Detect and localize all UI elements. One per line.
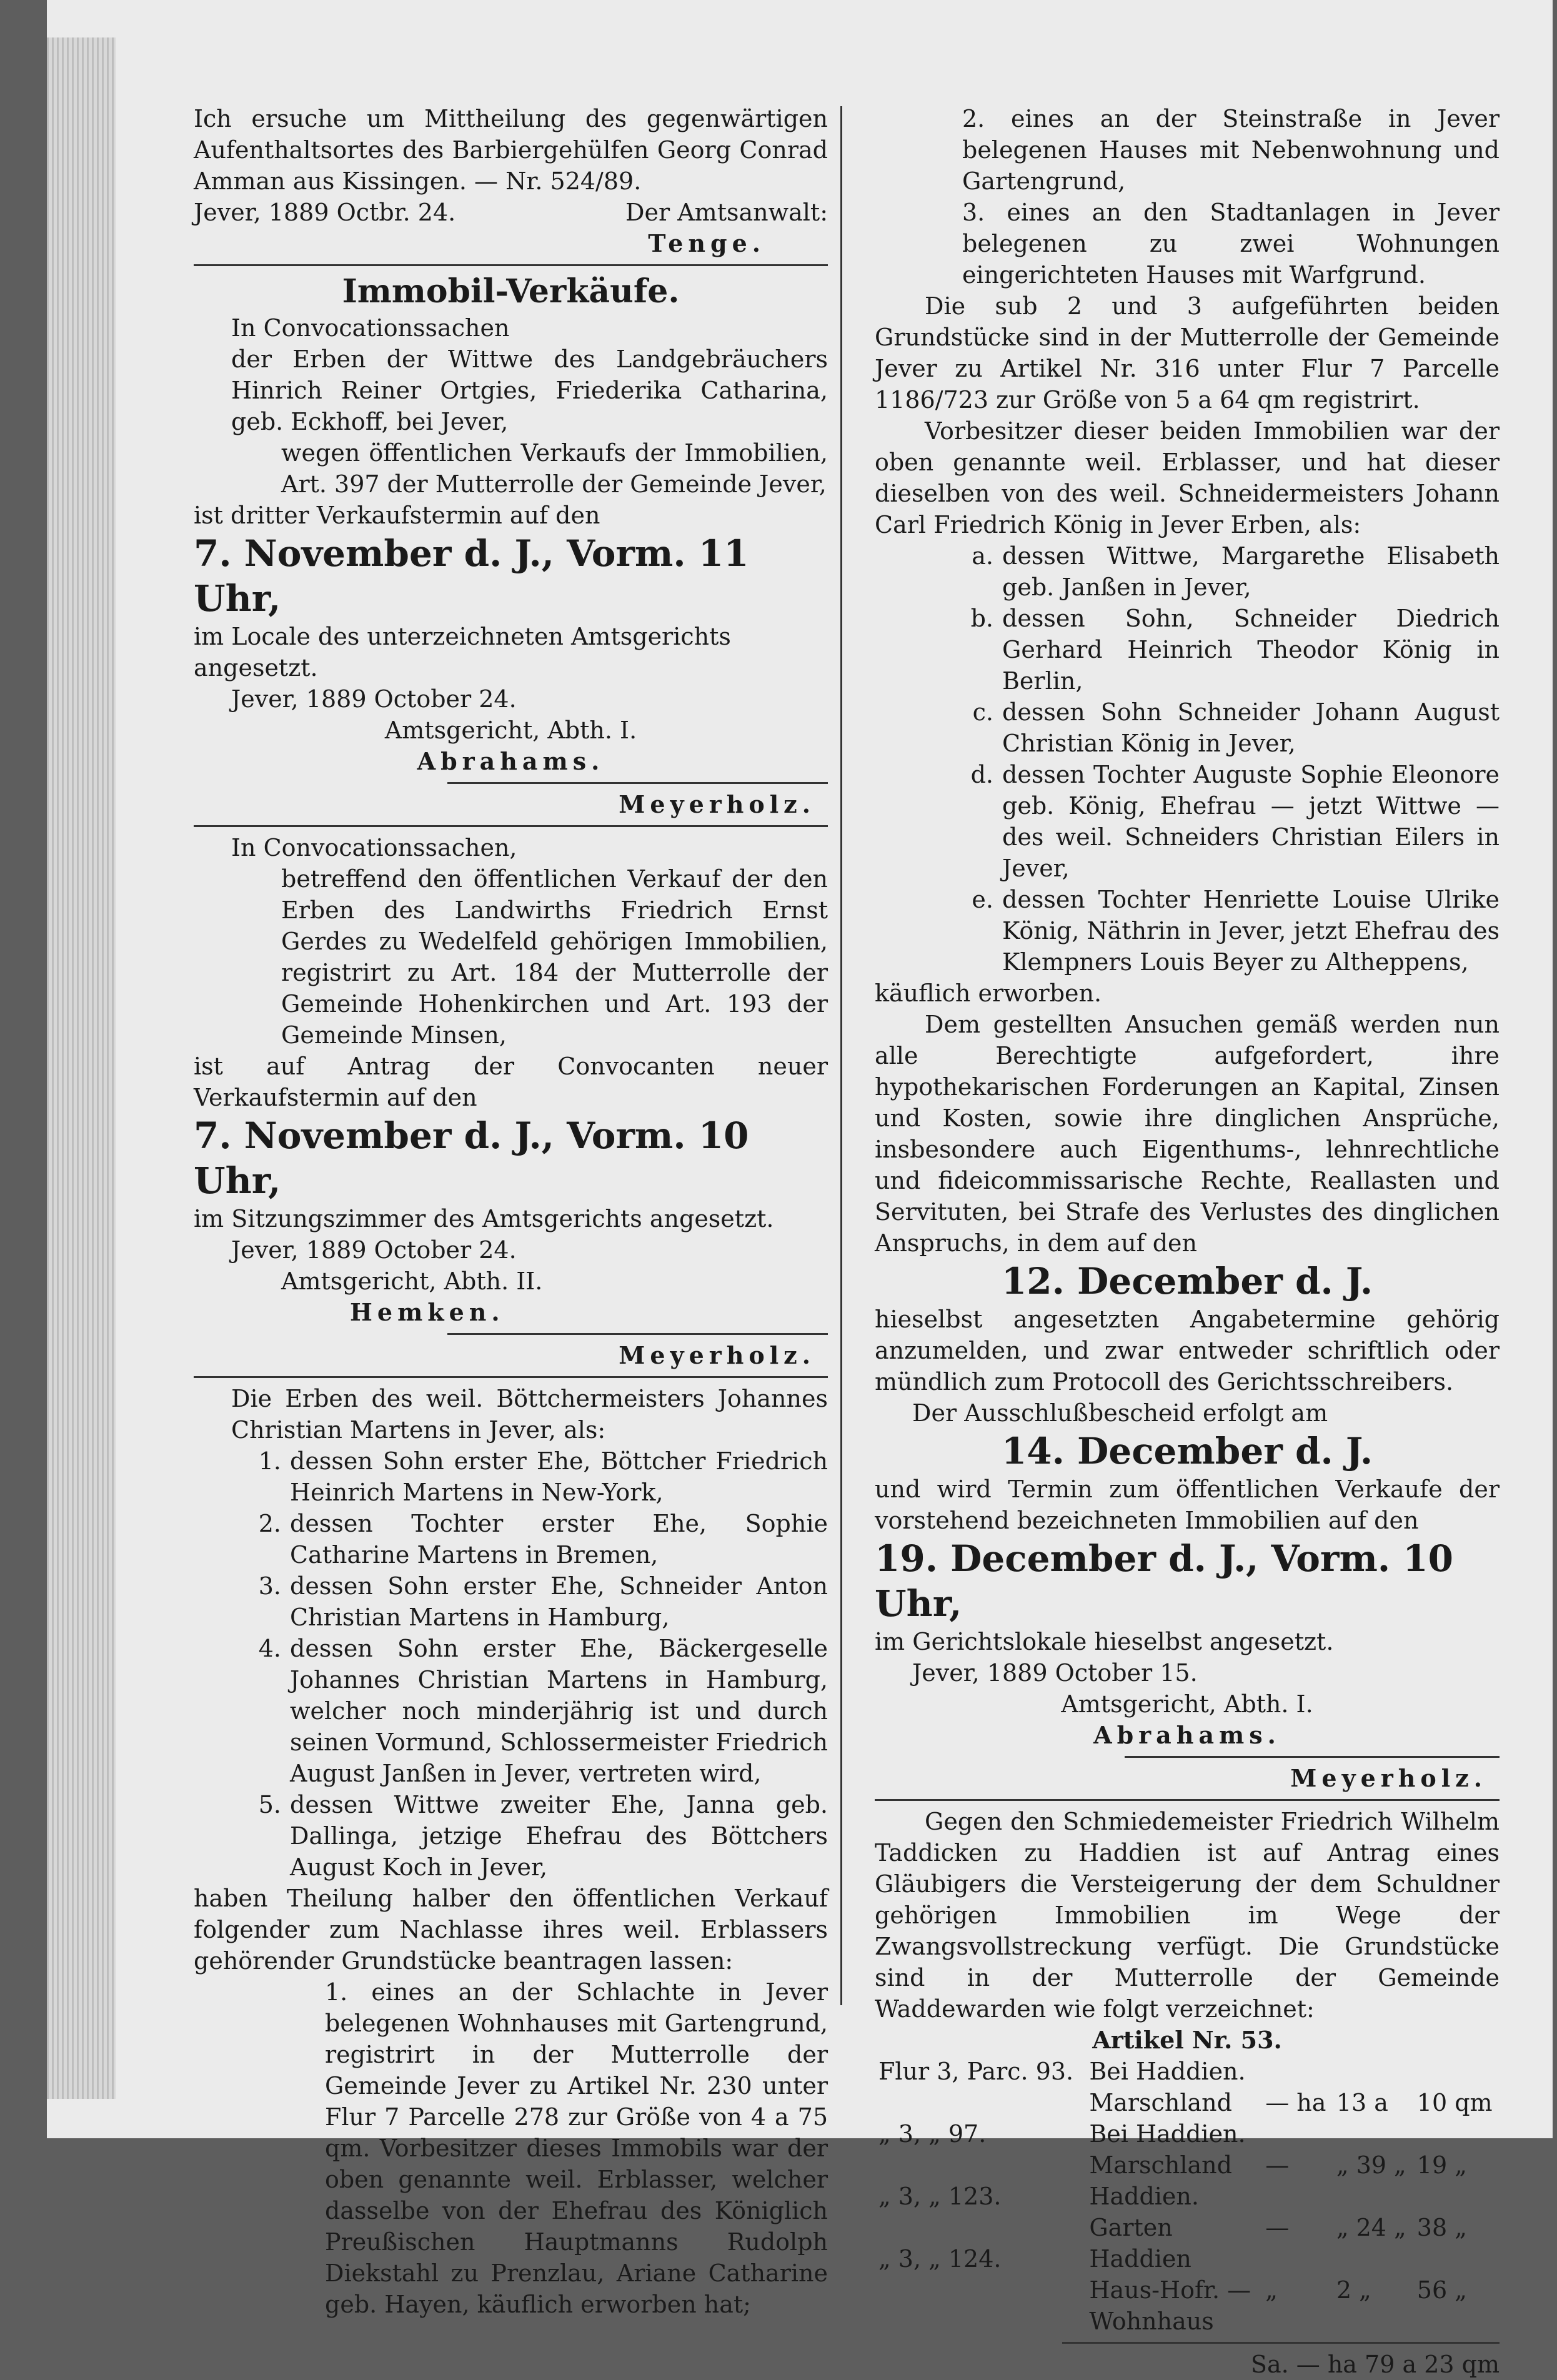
date-registration: 12. December d. J. (1001, 1260, 1373, 1302)
list-item: a. dessen Wittwe, Margarethe Elisabeth geb. Janßen in Jever, (972, 542, 1500, 601)
list-item: 3. dessen Sohn erster Ehe, Schneider Anton Christian Martens in Hamburg, (258, 1572, 828, 1631)
paragraph-summons: Dem gestellten Ansuchen gemäß werden nun alle Berechtigte aufgefordert, ihre hypothekarischen Forderungen an Kapital, Zinsen und Kosten, sowie ihre dinglichen Ansprüche, insbesondere auch Eigenthums-, lehnrechtliche und fideicommissarische Rechte, Reallasten und Servituten, bei Strafe des Verlustes des dinglichen Anspruchs, in dem auf den (875, 1011, 1500, 1257)
article-number: Artikel Nr. 53. (1092, 2026, 1282, 2054)
separator (194, 825, 828, 827)
column-divider (840, 106, 842, 2005)
list-item: c. dessen Sohn Schneider Johann August Christian König in Jever, (972, 698, 1500, 757)
notice1-judge: Abrahams. (417, 747, 605, 775)
notice3-heirs-list (194, 1445, 828, 1883)
date-exclusion: 14. December d. J. (1001, 1430, 1373, 1472)
separator (1062, 2342, 1500, 2344)
list-item: b. dessen Sohn, Schneider Diedrich Gerhard Heinrich Theodor König in Berlin, (970, 605, 1500, 695)
intro-signature-line (194, 197, 828, 228)
book-binding-edge (47, 37, 116, 2099)
list-item: e. dessen Tochter Henriette Louise Ulrike König, Näthrin in Jever, jetzt Ehefrau des Klempners Louis Beyer zu Altheppens, (972, 886, 1500, 976)
separator (194, 1376, 828, 1378)
table-row: „ 3, „ 97. Bei Haddien. (878, 2120, 1246, 2148)
right-column (875, 103, 1500, 2380)
notice1-line3: wegen öffentlichen Verkaufs der Immobilien, Art. 397 der Mutterrolle der Gemeinde Jever, (281, 439, 828, 498)
paragraph-exclusion: Der Ausschlußbescheid erfolgt am (912, 1399, 1328, 1427)
section-heading: Immobil-Verkäufe. (342, 272, 680, 310)
notice3-property1: 1. eines an der Schlachte in Jever belegenen Wohnhauses mit Gartengrund, registrirt in der Mutterrolle der Gemeinde Jever zu Artikel Nr. 230 unter Flur 7 Parcelle 278 zur Größe von 4 a 75 qm. Vorbesitzer dieses Immobils war der oben genannte weil. Erblasser, welcher dasselbe von der Ehefrau des Königlich Preußischen Hauptmanns Rudolph Diekstahl zu Prenzlau, Ariane Catharine geb. Hayen, käuflich erworben hat; (325, 1978, 828, 2318)
left-column (194, 103, 828, 2320)
sale-place: im Gerichtslokale hieselbst angesetzt. (875, 1628, 1334, 1655)
notice1-date: 7. November d. J., Vorm. 11 Uhr, (194, 532, 749, 620)
sale-clerk: Meyerholz. (1290, 1764, 1487, 1792)
paragraph-foreclosure: Gegen den Schmiedemeister Friedrich Wilhelm Taddicken zu Haddien ist auf Antrag eines Gläubigers die Versteigerung der dem Schuldner gehörigen Immobilien im Wege der Zwangsvollstreckung verfügt. Die Grundstücke sind in der Mutterrolle der Gemeinde Waddewarden wie folgt verzeichnet: (875, 1808, 1500, 2023)
notice2-line2: betreffend den öffentlichen Verkauf der den Erben des Landwirths Friedrich Ernst Gerdes zu Wedelfeld gehörigen Immobilien, registrirt zu Art. 184 der Mutterrolle der Gemeinde Hohenkirchen und Art. 193 der Gemeinde Minsen, (281, 865, 828, 1049)
separator (194, 264, 828, 266)
paragraph-registry: Die sub 2 und 3 aufgeführten beiden Grundstücke sind in der Mutterrolle der Gemeinde Jever zu Artikel Nr. 316 unter Flur 7 Parcelle 1186/723 zur Größe von 5 a 64 qm registrirt. (875, 292, 1500, 414)
separator (447, 1333, 828, 1335)
notice1-line2: der Erben der Wittwe des Landgebräuchers Hinrich Reiner Ortgies, Friederika Catharina, geb. Eckhoff, bei Jever, (231, 345, 828, 435)
sale-court: Amtsgericht, Abth. I. (1061, 1690, 1313, 1718)
separator (875, 1799, 1500, 1801)
paragraph-registration: hieselbst angesetzten Angabetermine gehörig anzumelden, und zwar entweder schriftlich oder mündlich zum Protocoll des Gerichtsschreibers. (875, 1306, 1500, 1396)
intro-name: Tenge. (648, 229, 765, 257)
notice2-line3: ist auf Antrag der Convocanten neuer Verkaufstermin auf den (194, 1053, 828, 1111)
paragraph-sale: und wird Termin zum öffentlichen Verkaufe der vorstehend bezeichneten Immobilien auf den (875, 1475, 1500, 1534)
parcel-table (875, 2056, 1500, 2337)
list-item: 5. dessen Wittwe zweiter Ehe, Janna geb. Dallinga, jetzige Ehefrau des Böttchers August Koch in Jever, (258, 1791, 828, 1881)
paragraph-previous-owner: Vorbesitzer dieser beiden Immobilien war der oben genannte weil. Erblasser, und hat dieser dieselben von des weil. Schneidermeisters Johann Carl Friedrich König in Jever Erben, als: (875, 417, 1500, 538)
sale-dateline: Jever, 1889 October 15. (912, 1659, 1198, 1687)
sale-judge: Abrahams. (1093, 1721, 1281, 1749)
notice2-judge: Hemken. (350, 1298, 505, 1326)
table-row: Garten — „ 24 „ 38 „ (1089, 2214, 1467, 2241)
list-item: 1. dessen Sohn erster Ehe, Böttcher Friedrich Heinrich Martens in New-York, (258, 1447, 828, 1506)
notice-intro: Ich ersuche um Mittheilung des gegenwärtigen Aufenthaltsortes des Barbiergehülfen Georg Conrad Amman aus Kissingen. — Nr. 524/89. (194, 105, 828, 195)
intro-date: Jever, 1889 Octbr. 24. (194, 199, 456, 226)
table-row: „ 3, „ 124. Haddien (878, 2245, 1191, 2273)
notice2-clerk: Meyerholz. (619, 1341, 815, 1369)
notice1-line1: In Convocationssachen (231, 314, 510, 342)
konig-heirs-list (875, 540, 1500, 978)
separator (1125, 1756, 1500, 1758)
notice1-place: im Locale des unterzeichneten Amtsgerichts angesetzt. (194, 623, 731, 682)
table-row: Haus-Hofr. — „ 2 „ 56 „ (1089, 2276, 1467, 2304)
list-item: d. dessen Tochter Auguste Sophie Eleonore geb. König, Ehefrau — jetzt Wittwe — des weil. Schneiders Christian Eilers in Jever, (970, 761, 1500, 882)
table-row: Marschland — ha 13 a 10 qm (1089, 2089, 1493, 2116)
notice2-place: im Sitzungszimmer des Amtsgerichts angesetzt. (194, 1205, 774, 1232)
parcel-total: Sa. — ha 79 a 23 qm (1250, 2351, 1500, 2378)
table-row: Marschland — „ 39 „ 19 „ (1089, 2151, 1467, 2179)
date-sale: 19. December d. J., Vorm. 10 Uhr, (875, 1537, 1453, 1625)
notice3-continuation: haben Theilung halber den öffentlichen Verkauf folgender zum Nachlasse ihres weil. Erblassers gehörender Grundstücke beantragen lassen: (194, 1885, 828, 1975)
notice2-dateline: Jever, 1889 October 24. (231, 1236, 517, 1264)
notice2-date: 7. November d. J., Vorm. 10 Uhr, (194, 1114, 749, 1202)
notice2-court: Amtsgericht, Abth. II. (281, 1267, 543, 1295)
notice1-line4: ist dritter Verkaufstermin auf den (194, 502, 600, 529)
table-row: „ 3, „ 123. Haddien. (878, 2183, 1199, 2210)
property3: 3. eines an den Stadtanlagen in Jever belegenen zu zwei Wohnungen eingerichteten Hauses mit Warfgrund. (962, 199, 1500, 289)
table-row: Wohnhaus (1089, 2308, 1214, 2335)
notice1-dateline: Jever, 1889 October 24. (231, 685, 517, 713)
list-item: 4. dessen Sohn erster Ehe, Bäckergeselle Johannes Christian Martens in Hamburg, welcher noch minderjährig ist und durch seinen Vormund, Schlossermeister Friedrich August Janßen in Jever, vertreten wird, (258, 1635, 828, 1787)
separator (447, 782, 828, 784)
list-item: 2. dessen Tochter erster Ehe, Sophie Catharine Martens in Bremen, (258, 1510, 828, 1569)
intro-office: Der Amtsanwalt: (625, 199, 828, 226)
notice1-clerk: Meyerholz. (619, 790, 815, 818)
property2: 2. eines an der Steinstraße in Jever belegenen Hauses mit Nebenwohnung und Gartengrund, (962, 105, 1500, 195)
table-row: Flur 3, Parc. 93. Bei Haddien. (878, 2058, 1246, 2085)
paragraph-end: käuflich erworben. (875, 979, 1102, 1007)
notice3-intro: Die Erben des weil. Böttchermeisters Johannes Christian Martens in Jever, als: (231, 1385, 828, 1444)
notice2-line1: In Convocationssachen, (231, 834, 517, 861)
notice1-court: Amtsgericht, Abth. I. (384, 716, 637, 744)
